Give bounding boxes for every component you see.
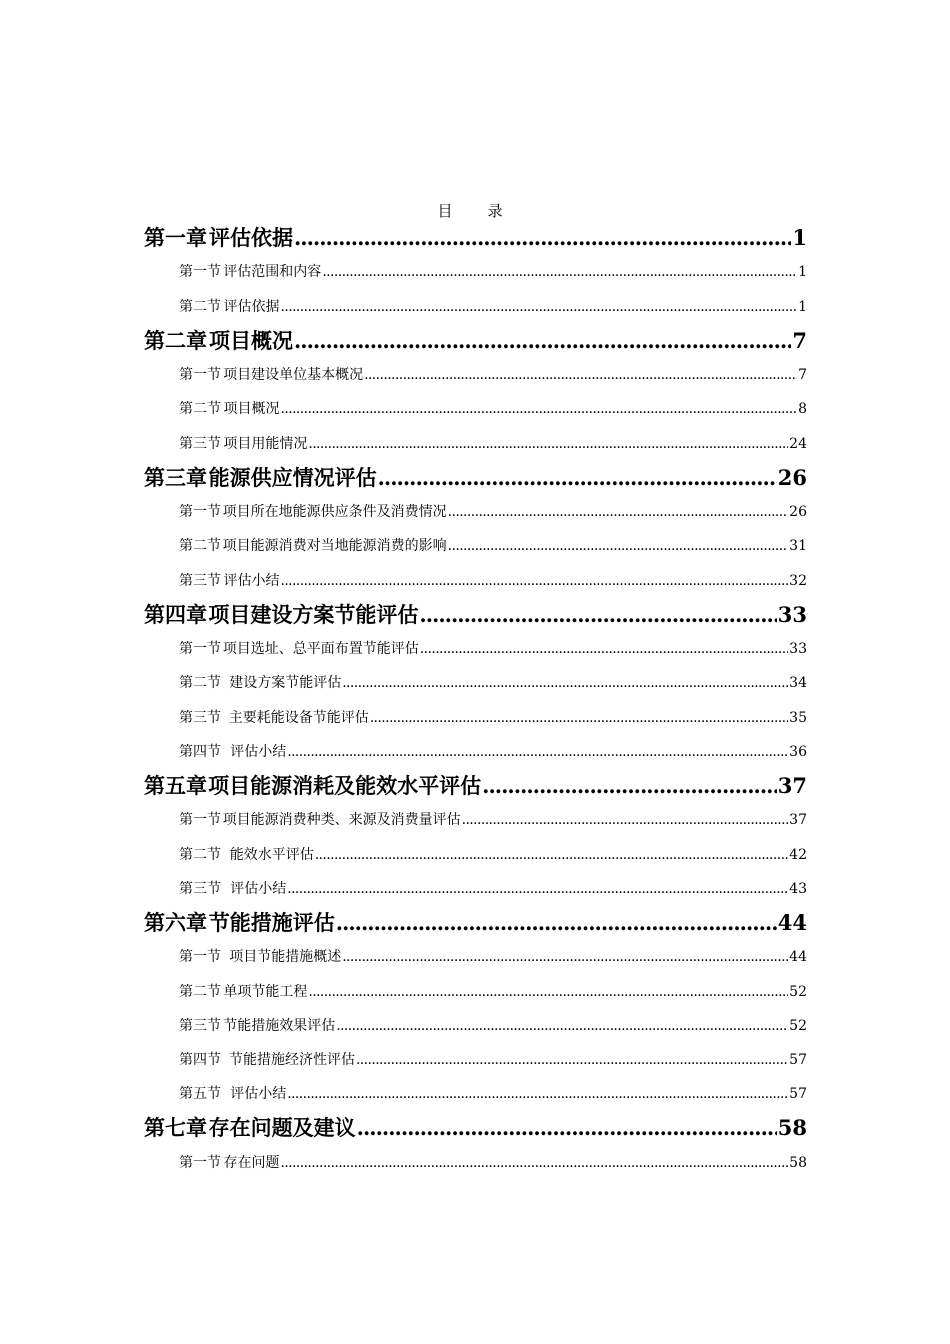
toc-entry-label: 第三节 xyxy=(179,880,221,897)
toc-entry-page-number: 52 xyxy=(789,983,807,1000)
toc-dot-leader xyxy=(287,742,788,762)
toc-entry-label: 第三节 xyxy=(179,709,221,726)
toc-entry-page-number: 52 xyxy=(789,1017,807,1034)
toc-entry-page-number: 26 xyxy=(777,464,807,490)
toc-entry-page-number: 32 xyxy=(789,572,807,589)
toc-dot-leader xyxy=(378,464,777,492)
toc-entry-title: 评估小结 xyxy=(230,1086,287,1103)
toc-entry-page-number: 37 xyxy=(789,812,807,829)
toc-dot-leader xyxy=(280,1153,788,1173)
toc-entry-label: 第一节 xyxy=(179,367,221,384)
toc-entry-title: 评估依据 xyxy=(223,298,280,315)
toc-section-entry[interactable] xyxy=(179,879,807,899)
toc-dot-leader xyxy=(448,536,789,556)
toc-dot-leader xyxy=(308,982,788,1002)
toc-entry-title: 节能措施评估 xyxy=(208,910,335,935)
toc-entry-label: 第三节 xyxy=(179,572,221,589)
toc-entry-title: 项目能源消费种类、来源及消费量评估 xyxy=(222,812,461,829)
toc-entry-page-number: 1 xyxy=(798,298,807,315)
toc-chapter-entry[interactable] xyxy=(144,1114,807,1142)
toc-dot-leader xyxy=(281,297,798,317)
toc-entry-page-number: 34 xyxy=(789,675,807,692)
toc-entry-title: 评估小结 xyxy=(223,572,280,589)
toc-entry-page-number: 24 xyxy=(789,435,807,452)
toc-section-entry[interactable] xyxy=(179,536,807,556)
toc-entry-title: 存在问题 xyxy=(223,1154,280,1171)
toc-section-entry[interactable] xyxy=(179,810,807,830)
toc-entry-label: 第二节 xyxy=(179,846,221,863)
toc-section-entry[interactable] xyxy=(179,1016,807,1036)
toc-dot-leader xyxy=(280,571,788,591)
toc-entry-page-number: 7 xyxy=(792,327,807,353)
toc-dot-leader xyxy=(336,1016,788,1036)
toc-title: 目 录 xyxy=(437,202,513,220)
toc-entry-label: 第六章 xyxy=(144,910,207,935)
toc-chapter-entry[interactable] xyxy=(144,327,807,355)
toc-dot-leader xyxy=(370,708,788,728)
toc-entry-label: 第三章 xyxy=(144,464,207,490)
toc-dot-leader xyxy=(420,639,788,659)
toc-entry-title: 主要耗能设备节能评估 xyxy=(228,709,369,726)
toc-dot-leader xyxy=(294,224,791,252)
toc-entry-label: 第四节 xyxy=(179,1052,221,1068)
toc-entry-label: 第二节 xyxy=(179,538,221,555)
toc-entry-title: 项目能源消费对当地能源消费的影响 xyxy=(222,538,447,555)
toc-entry-label: 第五节 xyxy=(179,1086,221,1103)
toc-dot-leader xyxy=(315,845,788,865)
toc-entry-title: 能源供应情况评估 xyxy=(208,464,377,490)
toc-entry-label: 第四章 xyxy=(144,601,207,627)
toc-dot-leader xyxy=(281,399,798,419)
toc-entry-page-number: 33 xyxy=(777,601,807,627)
toc-entry-label: 第一节 xyxy=(179,264,221,281)
toc-entry-page-number: 42 xyxy=(789,846,807,863)
toc-entry-page-number: 35 xyxy=(789,709,807,726)
toc-chapter-entry[interactable] xyxy=(144,224,807,252)
toc-entry-title: 评估小结 xyxy=(230,743,287,760)
toc-dot-leader xyxy=(342,947,788,967)
toc-entry-title: 建设方案节能评估 xyxy=(229,675,342,692)
toc-entry-label: 第五章 xyxy=(144,773,207,798)
toc-dot-leader xyxy=(287,879,788,899)
toc-entry-label: 第一节 xyxy=(179,812,221,829)
toc-dot-leader xyxy=(287,1084,788,1104)
toc-entry-page-number: 33 xyxy=(789,641,807,658)
toc-entry-title: 节能措施效果评估 xyxy=(223,1017,336,1034)
toc-section-entry[interactable] xyxy=(179,365,807,385)
toc-entry-title: 单项节能工程 xyxy=(223,983,308,1000)
toc-entry-label: 第一节 xyxy=(179,641,221,658)
toc-section-entry[interactable] xyxy=(179,262,807,282)
toc-dot-leader xyxy=(357,1114,777,1142)
toc-entry-page-number: 58 xyxy=(789,1154,807,1171)
toc-dot-leader xyxy=(462,810,789,830)
toc-chapter-entry[interactable] xyxy=(144,909,807,937)
toc-entry-page-number: 36 xyxy=(789,743,807,760)
toc-entry-title: 能效水平评估 xyxy=(229,846,314,863)
toc-chapter-entry[interactable] xyxy=(144,601,807,629)
toc-entry-page-number: 44 xyxy=(777,910,807,935)
toc-section-entry[interactable] xyxy=(179,1084,807,1104)
toc-section-entry[interactable] xyxy=(179,502,807,522)
toc-dot-leader xyxy=(419,601,776,629)
toc-entry-title: 评估范围和内容 xyxy=(223,264,322,281)
toc-entry-page-number: 43 xyxy=(789,880,807,897)
toc-entry-title: 项目概况 xyxy=(223,401,280,418)
toc-dot-leader xyxy=(342,673,788,693)
toc-entry-page-number: 7 xyxy=(798,367,807,384)
toc-entry-label: 第三节 xyxy=(179,435,221,452)
toc-entry-page-number: 26 xyxy=(789,504,807,521)
toc-section-entry[interactable] xyxy=(179,639,807,659)
toc-section-entry[interactable] xyxy=(179,982,807,1002)
toc-section-entry[interactable] xyxy=(179,399,807,419)
toc-section-entry[interactable] xyxy=(179,1153,807,1173)
toc-entry-page-number: 1 xyxy=(798,264,807,281)
toc-entry-label: 第二节 xyxy=(179,983,221,1000)
toc-entry-title: 项目用能情况 xyxy=(223,435,308,452)
toc-entry-label: 第一章 xyxy=(144,225,207,250)
toc-section-entry[interactable] xyxy=(179,297,807,317)
toc-section-entry[interactable] xyxy=(179,947,807,967)
toc-entry-page-number: 8 xyxy=(798,401,807,418)
toc-entry-label: 第二节 xyxy=(179,401,221,418)
toc-chapter-entry[interactable] xyxy=(144,772,807,800)
toc-entry-title: 项目所在地能源供应条件及消费情况 xyxy=(222,504,447,521)
toc-chapter-entry[interactable] xyxy=(144,464,807,492)
toc-entry-title: 节能措施经济性评估 xyxy=(228,1052,355,1068)
toc-entry-label: 第四节 xyxy=(179,743,221,760)
toc-dot-leader xyxy=(482,772,777,800)
toc-entry-label: 第一节 xyxy=(179,504,221,521)
toc-dot-leader xyxy=(448,502,789,522)
toc-entry-title: 评估依据 xyxy=(208,225,293,250)
toc-dot-leader xyxy=(364,365,797,385)
toc-entry-page-number: 58 xyxy=(777,1115,807,1141)
toc-dot-leader xyxy=(294,327,791,355)
toc-dot-leader xyxy=(322,262,797,282)
toc-entry-title: 项目能源消耗及能效水平评估 xyxy=(208,773,482,798)
toc-entry-page-number: 57 xyxy=(789,1086,807,1103)
toc-entry-label: 第一节 xyxy=(179,949,221,966)
toc-entry-title: 项目建设方案节能评估 xyxy=(208,601,419,627)
toc-section-entry[interactable] xyxy=(179,708,807,728)
toc-entry-label: 第二章 xyxy=(144,327,207,353)
toc-entry-page-number: 44 xyxy=(789,949,807,966)
toc-entry-label: 第七章 xyxy=(144,1115,207,1141)
toc-entry-title: 评估小结 xyxy=(230,880,287,897)
toc-entry-label: 第二节 xyxy=(179,675,221,692)
toc-entry-title: 项目选址、总平面布置节能评估 xyxy=(222,641,419,658)
toc-section-entry[interactable] xyxy=(179,1050,807,1070)
toc-entry-title: 项目概况 xyxy=(208,327,293,353)
toc-dot-leader xyxy=(356,1050,788,1070)
toc-entry-page-number: 37 xyxy=(777,773,807,798)
toc-section-entry[interactable] xyxy=(179,742,807,762)
toc-entry-page-number: 57 xyxy=(789,1052,807,1068)
toc-section-entry[interactable] xyxy=(179,571,807,591)
toc-dot-leader xyxy=(308,434,788,454)
toc-entry-page-number: 31 xyxy=(789,538,807,555)
toc-section-entry[interactable] xyxy=(179,434,807,454)
toc-entry-label: 第二节 xyxy=(179,298,221,315)
toc-dot-leader xyxy=(336,909,777,937)
toc-section-entry[interactable] xyxy=(179,845,807,865)
toc-entry-title: 存在问题及建议 xyxy=(208,1115,356,1141)
toc-entry-title: 项目建设单位基本概况 xyxy=(223,367,364,384)
toc-entry-title: 项目节能措施概述 xyxy=(229,949,342,966)
toc-entry-label: 第一节 xyxy=(179,1154,221,1171)
toc-entry-page-number: 1 xyxy=(792,225,807,250)
toc-entry-label: 第三节 xyxy=(179,1017,221,1034)
toc-section-entry[interactable] xyxy=(179,673,807,693)
